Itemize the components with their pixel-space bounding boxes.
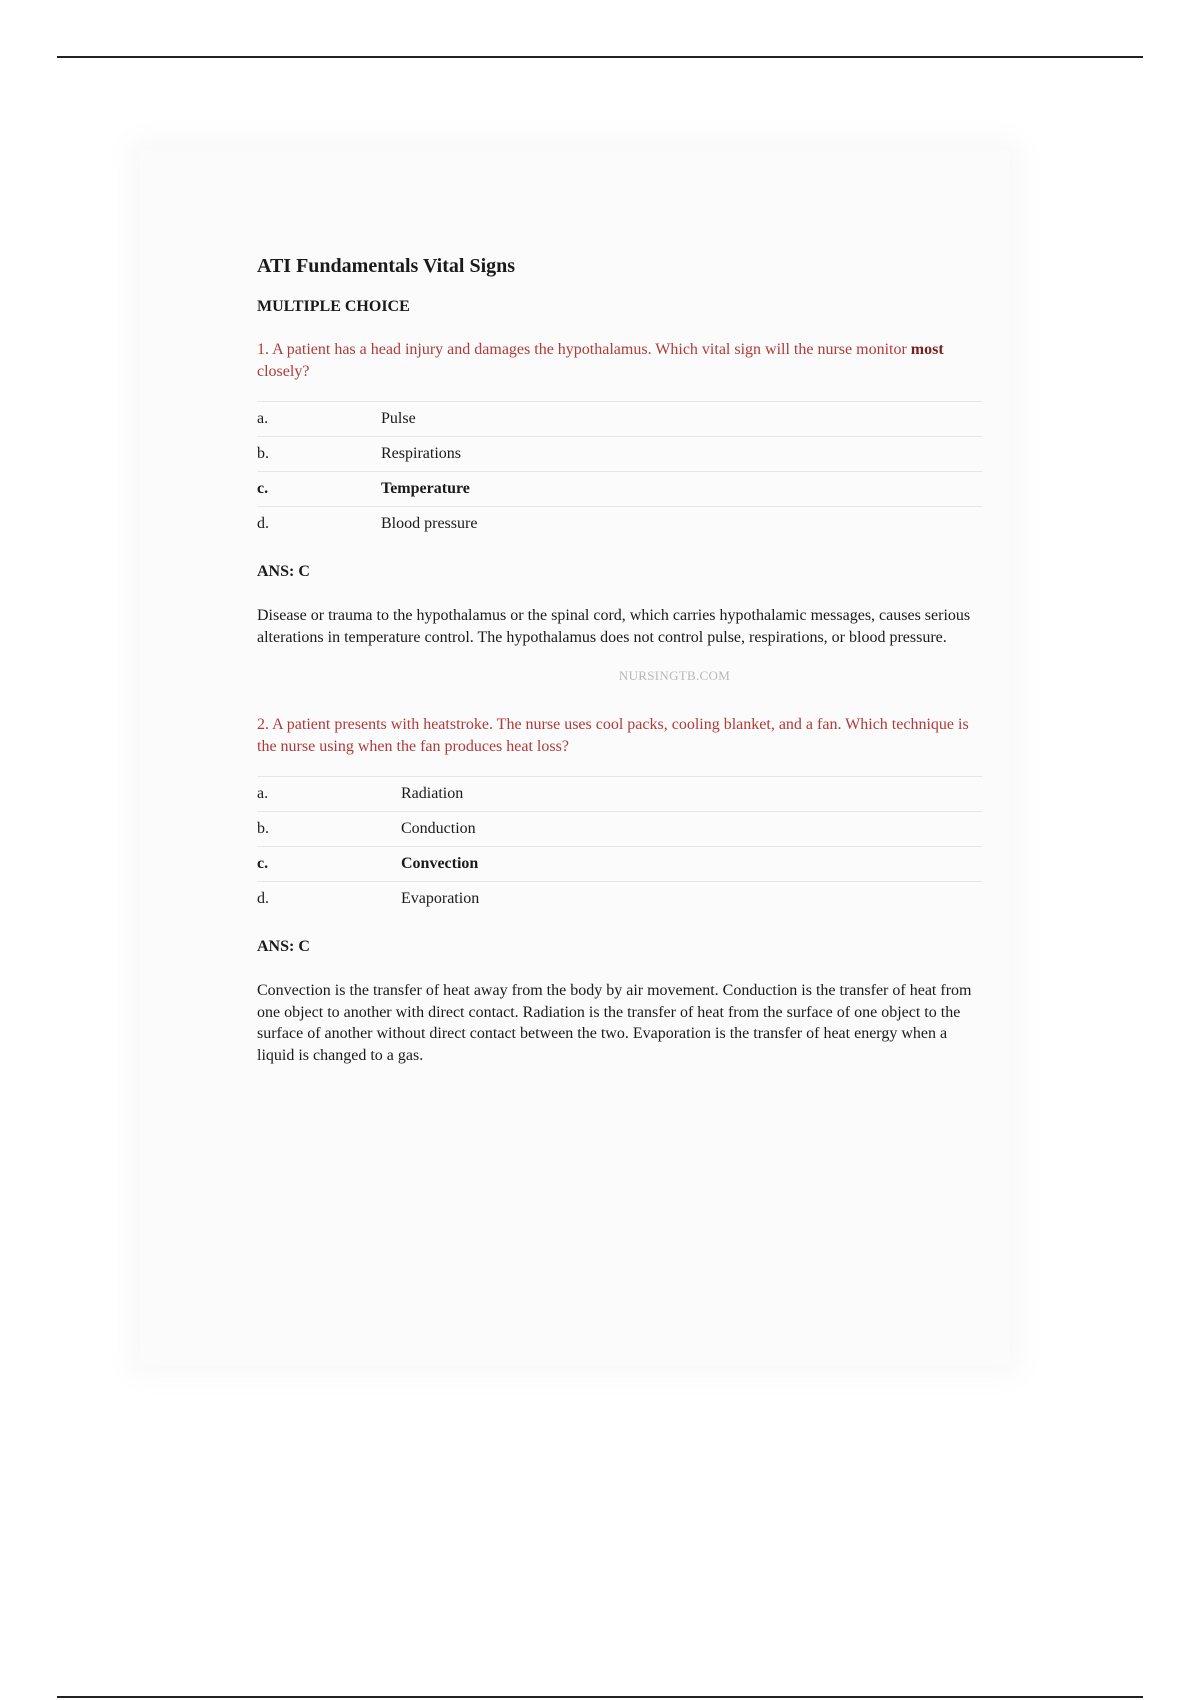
watermark: NURSINGTB.COM xyxy=(618,668,731,683)
option-letter: d. xyxy=(257,515,269,532)
option-text: Convection xyxy=(401,855,479,872)
question-2-rationale: Convection is the transfer of heat away from the body by air movement. Conduction is the transfer of heat from one object to another with direct contact. Radiation is the transfer of heat from the surface of one object to the surface of another without direct contact between the two. Evaporation is the transfer of heat energy when a liquid is changed to a gas. xyxy=(257,982,972,1064)
option-row-correct xyxy=(257,847,982,882)
question-1-options xyxy=(257,401,982,541)
question-2-options xyxy=(257,776,982,916)
option-text: Blood pressure xyxy=(381,515,478,532)
option-letter: b. xyxy=(257,445,269,462)
question-1-text-start: 1. A patient has a head injury and damages the hypothalamus. Which vital sign will the nurse monitor xyxy=(257,341,911,358)
question-2-answer: ANS: C xyxy=(257,938,310,955)
option-letter: d. xyxy=(257,890,269,907)
section-heading: MULTIPLE CHOICE xyxy=(257,298,410,315)
option-row xyxy=(257,777,982,812)
option-text: Conduction xyxy=(401,820,476,837)
bottom-rule xyxy=(57,1696,1143,1698)
top-rule xyxy=(57,56,1143,58)
option-row xyxy=(257,437,982,472)
question-1-emphasis: most xyxy=(910,341,944,358)
option-text: Temperature xyxy=(381,480,470,497)
option-letter: a. xyxy=(257,410,269,427)
option-text: Evaporation xyxy=(401,890,480,907)
option-letter: b. xyxy=(257,820,269,837)
document-title: ATI Fundamentals Vital Signs xyxy=(257,255,516,277)
question-1-text-end: closely? xyxy=(257,363,310,380)
question-1-rationale: Disease or trauma to the hypothalamus or the spinal cord, which carries hypothalamic messages, causes serious alterations in temperature control. The hypothalamus does not control pulse, respirations, or blood pressure. xyxy=(257,607,971,646)
option-text: Respirations xyxy=(381,445,461,462)
option-row xyxy=(257,812,982,847)
question-1-answer: ANS: C xyxy=(257,563,310,580)
option-letter: a. xyxy=(257,785,269,802)
option-letter: c. xyxy=(257,480,269,497)
option-letter: c. xyxy=(257,855,269,872)
question-2-text: 2. A patient presents with heatstroke. The nurse uses cool packs, cooling blanket, and a fan. Which technique is the nurse using when the fan produces heat loss? xyxy=(257,716,969,755)
option-text: Pulse xyxy=(381,410,416,427)
option-row xyxy=(257,507,982,542)
option-row xyxy=(257,402,982,437)
option-text: Radiation xyxy=(401,785,464,802)
document-content xyxy=(257,255,982,1066)
option-row-correct xyxy=(257,472,982,507)
question-1-text xyxy=(257,339,982,383)
option-row xyxy=(257,882,982,917)
